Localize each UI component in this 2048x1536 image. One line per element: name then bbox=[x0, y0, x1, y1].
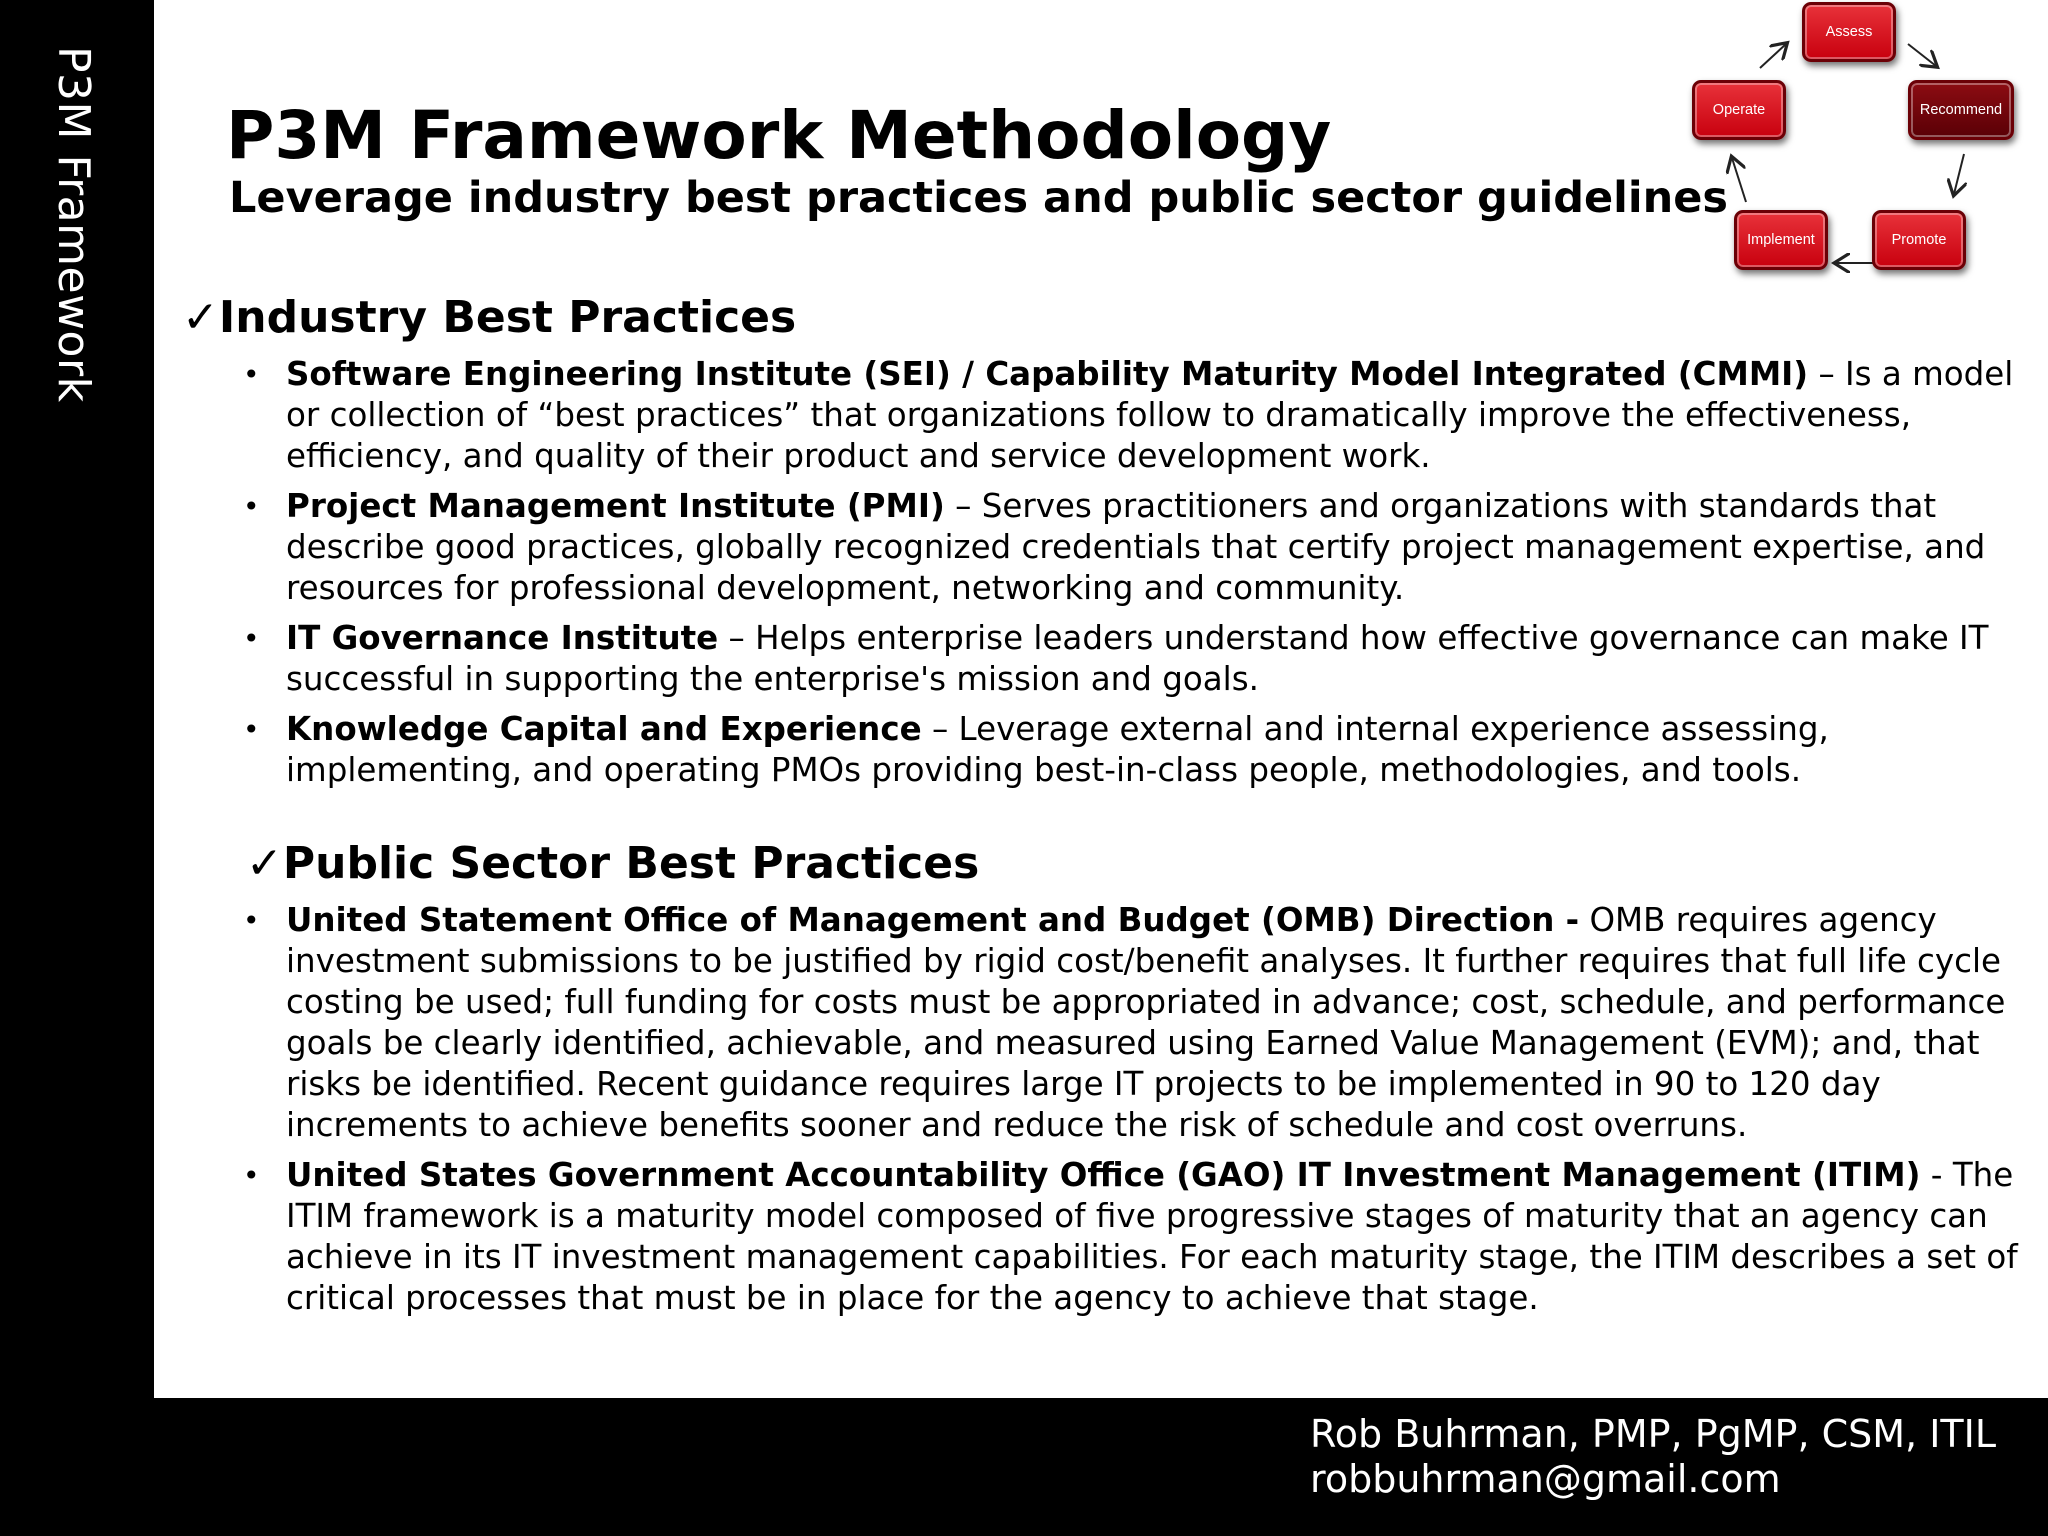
cycle-node-assess: Assess bbox=[1802, 2, 1896, 62]
author-email: robbuhrman@gmail.com bbox=[1310, 1457, 1781, 1501]
list-item bbox=[242, 1155, 2022, 1319]
cycle-diagram bbox=[1682, 0, 2022, 285]
cycle-node-recommend: Recommend bbox=[1908, 80, 2014, 140]
cycle-node-implement: Implement bbox=[1734, 210, 1828, 270]
item-title: United States Government Accountability Office (GAO) IT Investment Management (ITIM) bbox=[286, 1156, 1921, 1194]
arrow-recommend-to-promote bbox=[1954, 154, 1964, 194]
item-text: – Is a model or collection of “best practices” that organizations follow to dramatically improve the effectiveness, efficiency, and quality of their product and service development work. bbox=[286, 355, 2014, 475]
section-heading-public bbox=[246, 836, 979, 892]
industry-practices-list bbox=[242, 354, 2022, 800]
sidebar-title: P3M Framework bbox=[48, 46, 99, 403]
item-text: – Helps enterprise leaders understand how effective governance can make IT successful in supporting the enterprise's mission and goals. bbox=[286, 619, 1989, 698]
item-title: IT Governance Institute bbox=[286, 619, 719, 657]
item-title: Knowledge Capital and Experience bbox=[286, 710, 922, 748]
section-heading-industry bbox=[182, 290, 796, 346]
section-heading-text: Public Sector Best Practices bbox=[282, 838, 980, 889]
item-title: United Statement Office of Management and Budget (OMB) Direction - bbox=[286, 901, 1580, 939]
list-item bbox=[242, 709, 2022, 791]
cycle-node-operate: Operate bbox=[1692, 80, 1786, 140]
item-text: - The ITIM framework is a maturity model composed of five progressive stages of maturity that an agency can achieve in its IT investment management capabilities. For each maturity stage, the ITIM describes a set of critical processes that must be in place for the agency to achieve that stage. bbox=[286, 1156, 2018, 1317]
list-item bbox=[242, 618, 2022, 700]
arrow-operate-to-assess bbox=[1760, 44, 1786, 68]
author-name: Rob Buhrman, PMP, PgMP, CSM, ITIL bbox=[1310, 1412, 1996, 1456]
check-icon: ✓ bbox=[182, 292, 219, 343]
item-text: OMB requires agency investment submissions to be justified by rigid cost/benefit analyses. It further requires that full life cycle costing be used; full funding for costs must be appropriated in advance; cost, schedule, and performance goals be clearly identified, achievable, and measured using Earned Value Management (EVM); and, that risks be identified. Recent guidance requires large IT projects to be implemented in 90 to 120 day increments to achieve benefits sooner and reduce the risk of schedule and cost overruns. bbox=[286, 901, 2006, 1144]
list-item bbox=[242, 354, 2022, 477]
page-title: P3M Framework Methodology bbox=[226, 97, 1332, 174]
footer-contact bbox=[1310, 1412, 1996, 1502]
item-title: Project Management Institute (PMI) bbox=[286, 487, 945, 525]
footer bbox=[154, 1398, 2048, 1536]
arrow-assess-to-recommend bbox=[1908, 44, 1936, 66]
item-text: – Serves practitioners and organizations with standards that describe good practices, globally recognized credentials that certify project management expertise, and resources for professional development, networking and community. bbox=[286, 487, 1986, 607]
public-practices-list bbox=[242, 900, 2022, 1328]
item-text: – Leverage external and internal experience assessing, implementing, and operating PMOs providing best-in-class people, methodologies, and tools. bbox=[286, 710, 1829, 789]
cycle-node-promote: Promote bbox=[1872, 210, 1966, 270]
sidebar bbox=[0, 0, 154, 1536]
list-item bbox=[242, 486, 2022, 609]
arrow-implement-to-operate bbox=[1732, 158, 1746, 202]
item-title: Software Engineering Institute (SEI) / Capability Maturity Model Integrated (CMMI) bbox=[286, 355, 1809, 393]
list-item bbox=[242, 900, 2022, 1146]
check-icon: ✓ bbox=[246, 838, 283, 889]
section-heading-text: Industry Best Practices bbox=[218, 292, 797, 343]
page-subtitle: Leverage industry best practices and public sector guidelines bbox=[229, 173, 1728, 223]
